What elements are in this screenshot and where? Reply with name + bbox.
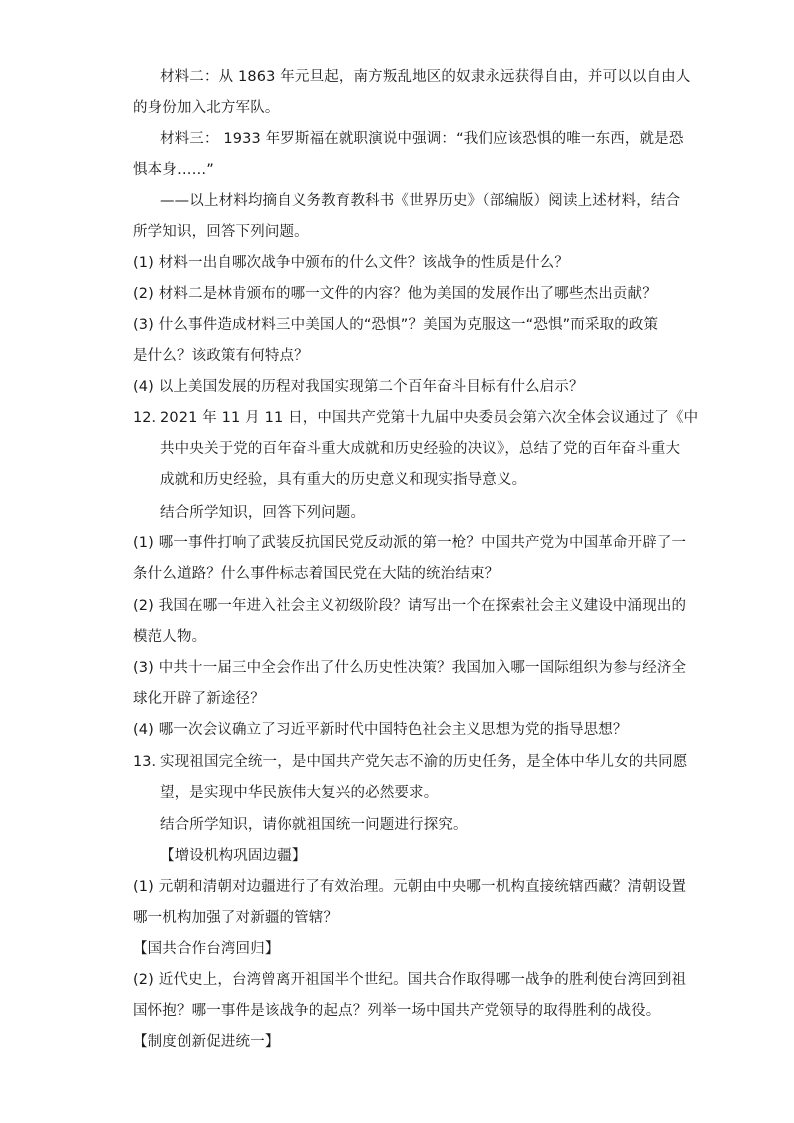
material2-line1: 材料二：从 1863 年元旦起，南方叛乱地区的奴隶永远获得自由，并可以以自由人 <box>160 69 691 85</box>
q13-heading1: 【增设机构巩固边疆】 <box>160 848 307 864</box>
q12-sub4: (4) 哪一次会议确立了习近平新时代中国特色社会主义思想为党的指导思想？ <box>133 722 628 738</box>
q11-sub1: (1) 材料一出自哪次战争中颁布的什么文件？该战争的性质是什么？ <box>133 255 569 271</box>
source-line1: ——以上材料均摘自义务教育教科书《世界历史》（部编版）阅读上述材料，结合 <box>160 193 681 209</box>
material3-line2: 惧本身……” <box>133 162 214 178</box>
q13-sub2-line2: 国怀抱？哪一事件是该战争的起点？列举一场中国共产党领导的取得胜利的战役。 <box>133 1003 661 1019</box>
q12-sub1-line1: (1) 哪一事件打响了武装反抗国民党反动派的第一枪？中国共产党为中国革命开辟了一 <box>133 535 687 551</box>
material2-line2: 的身份加入北方军队。 <box>133 100 280 116</box>
q11-sub2: (2) 材料二是林肯颁布的哪一文件的内容？他为美国的发展作出了哪些杰出贡献？ <box>133 286 657 302</box>
q12-line1: 2021 年 11 月 11 日，中国共产党第十九届中央委员会第六次全体会议通过了《中 <box>160 410 699 426</box>
q13-line1: 实现祖国完全统一，是中国共产党矢志不渝的历史任务，是全体中华儿女的共同愿 <box>160 754 688 770</box>
q11-sub4: (4) 以上美国发展的历程对我国实现第二个百年奋斗目标有什么启示？ <box>133 379 584 395</box>
source-line2: 所学知识，回答下列问题。 <box>133 224 309 240</box>
material3-line1: 材料三： 1933 年罗斯福在就职演说中强调：“我们应该恐惧的唯一东西，就是恐 <box>160 131 684 147</box>
q13-heading2: 【国共合作台湾回归】 <box>133 941 280 957</box>
q12-sub1-line2: 条什么道路？什么事件标志着国民党在大陆的统治结束？ <box>133 566 500 582</box>
q13-sub1-line1: (1) 元朝和清朝对边疆进行了有效治理。元朝由中央哪一机构直接统辖西藏？清朝设置 <box>133 879 687 895</box>
q12-line2: 共中央关于党的百年奋斗重大成就和历史经验的决议》，总结了党的百年奋斗重大 <box>160 441 681 457</box>
q12-sub2-line1: (2) 我国在哪一年进入社会主义初级阶段？请写出一个在探索社会主义建设中涌现出的 <box>133 598 687 614</box>
q13-sub2-line1: (2) 近代史上，台湾曾离开祖国半个世纪。国共合作取得哪一战争的胜利使台湾回到祖 <box>133 972 687 988</box>
q12-line4: 结合所学知识，回答下列问题。 <box>160 505 366 521</box>
q12-sub3-line1: (3) 中共十一届三中全会作出了什么历史性决策？我国加入哪一国际组织为参与经济全 <box>133 660 687 676</box>
q13-heading3: 【制度创新促进统一】 <box>133 1034 280 1050</box>
q13-line2: 望，是实现中华民族伟大复兴的必然要求。 <box>160 785 439 801</box>
q13-sub1-line2: 哪一机构加强了对新疆的管辖？ <box>133 910 339 926</box>
q13-number: 13． <box>133 754 166 770</box>
q12-sub2-line2: 模范人物。 <box>133 629 207 645</box>
q13-line3: 结合所学知识，请你就祖国统一问题进行探究。 <box>160 817 468 833</box>
q11-sub3-line2: 是什么？该政策有何特点？ <box>133 348 309 364</box>
q11-sub3-line1: (3) 什么事件造成材料三中美国人的“恐惧”？美国为克服这一“恐惧”而采取的政策 <box>133 317 659 333</box>
q12-line3: 成就和历史经验，具有重大的历史意义和现实指导意义。 <box>160 472 527 488</box>
q12-sub3-line2: 球化开辟了新途径？ <box>133 691 265 707</box>
q12-number: 12． <box>133 410 166 426</box>
